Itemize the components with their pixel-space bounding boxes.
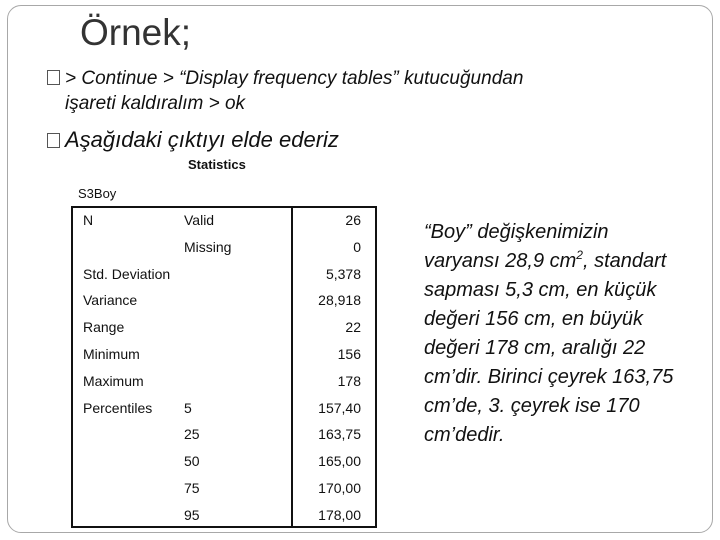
row-value: 28,918 — [318, 292, 361, 309]
note-text-part2: , standart sapması 5,3 cm, en küçük değeri 156 cm, en büyük değeri 178 cm, aralığı 22 cm’dir. Birinci çeyrek 163,75 cm’de, 3. çeyrek ise 170 cm’dedir. — [424, 250, 674, 446]
row-value: 178 — [337, 372, 361, 389]
note-superscript: 2 — [576, 248, 583, 262]
row-value: 163,75 — [318, 426, 361, 443]
row-label: Std. Deviation — [83, 265, 171, 282]
row-label: Variance — [83, 292, 138, 309]
row-value: 0 — [353, 238, 361, 255]
slide-title: Örnek; — [80, 12, 192, 53]
row-label: Percentiles — [83, 399, 153, 416]
row-sublabel: 50 — [184, 453, 200, 470]
row-label: Range — [83, 319, 125, 336]
row-label: Minimum — [83, 346, 140, 362]
row-sublabel: 95 — [184, 506, 200, 523]
statistics-table — [71, 206, 377, 528]
interpretation-note — [424, 218, 679, 450]
row-value: 26 — [345, 212, 361, 228]
bullet-instruction-line-b: işareti kaldıralım > ok — [65, 93, 246, 114]
table-title: Statistics — [188, 157, 246, 172]
row-value: 22 — [345, 319, 361, 336]
table-variable-label: S3Boy — [78, 186, 117, 201]
row-sublabel: Missing — [184, 238, 232, 255]
bullet-output — [47, 127, 339, 153]
bullet-box-icon — [47, 133, 60, 148]
bullet-instruction — [47, 66, 687, 116]
row-value: 178,00 — [318, 506, 361, 523]
row-value: 170,00 — [318, 480, 361, 496]
table-column-divider — [291, 208, 293, 526]
row-label: Maximum — [83, 372, 144, 389]
row-value: 157,40 — [318, 399, 361, 416]
bullet-instruction-line-a: > Continue > “Display frequency tables” kutucuğundan — [65, 68, 524, 89]
note-text-part1: “Boy” değişkenimizin varyansı 28,9 cm — [424, 221, 609, 272]
row-value: 165,00 — [318, 453, 361, 470]
row-value: 5,378 — [325, 265, 361, 282]
row-sublabel: 75 — [184, 480, 200, 496]
bullet-output-text: Aşağıdaki çıktıyı elde ederiz — [65, 127, 339, 152]
row-sublabel: 5 — [184, 399, 192, 416]
row-sublabel: 25 — [184, 426, 200, 443]
row-sublabel: Valid — [184, 212, 215, 228]
bullet-box-icon — [47, 70, 60, 85]
row-label: N — [83, 212, 94, 228]
row-value: 156 — [337, 346, 361, 362]
